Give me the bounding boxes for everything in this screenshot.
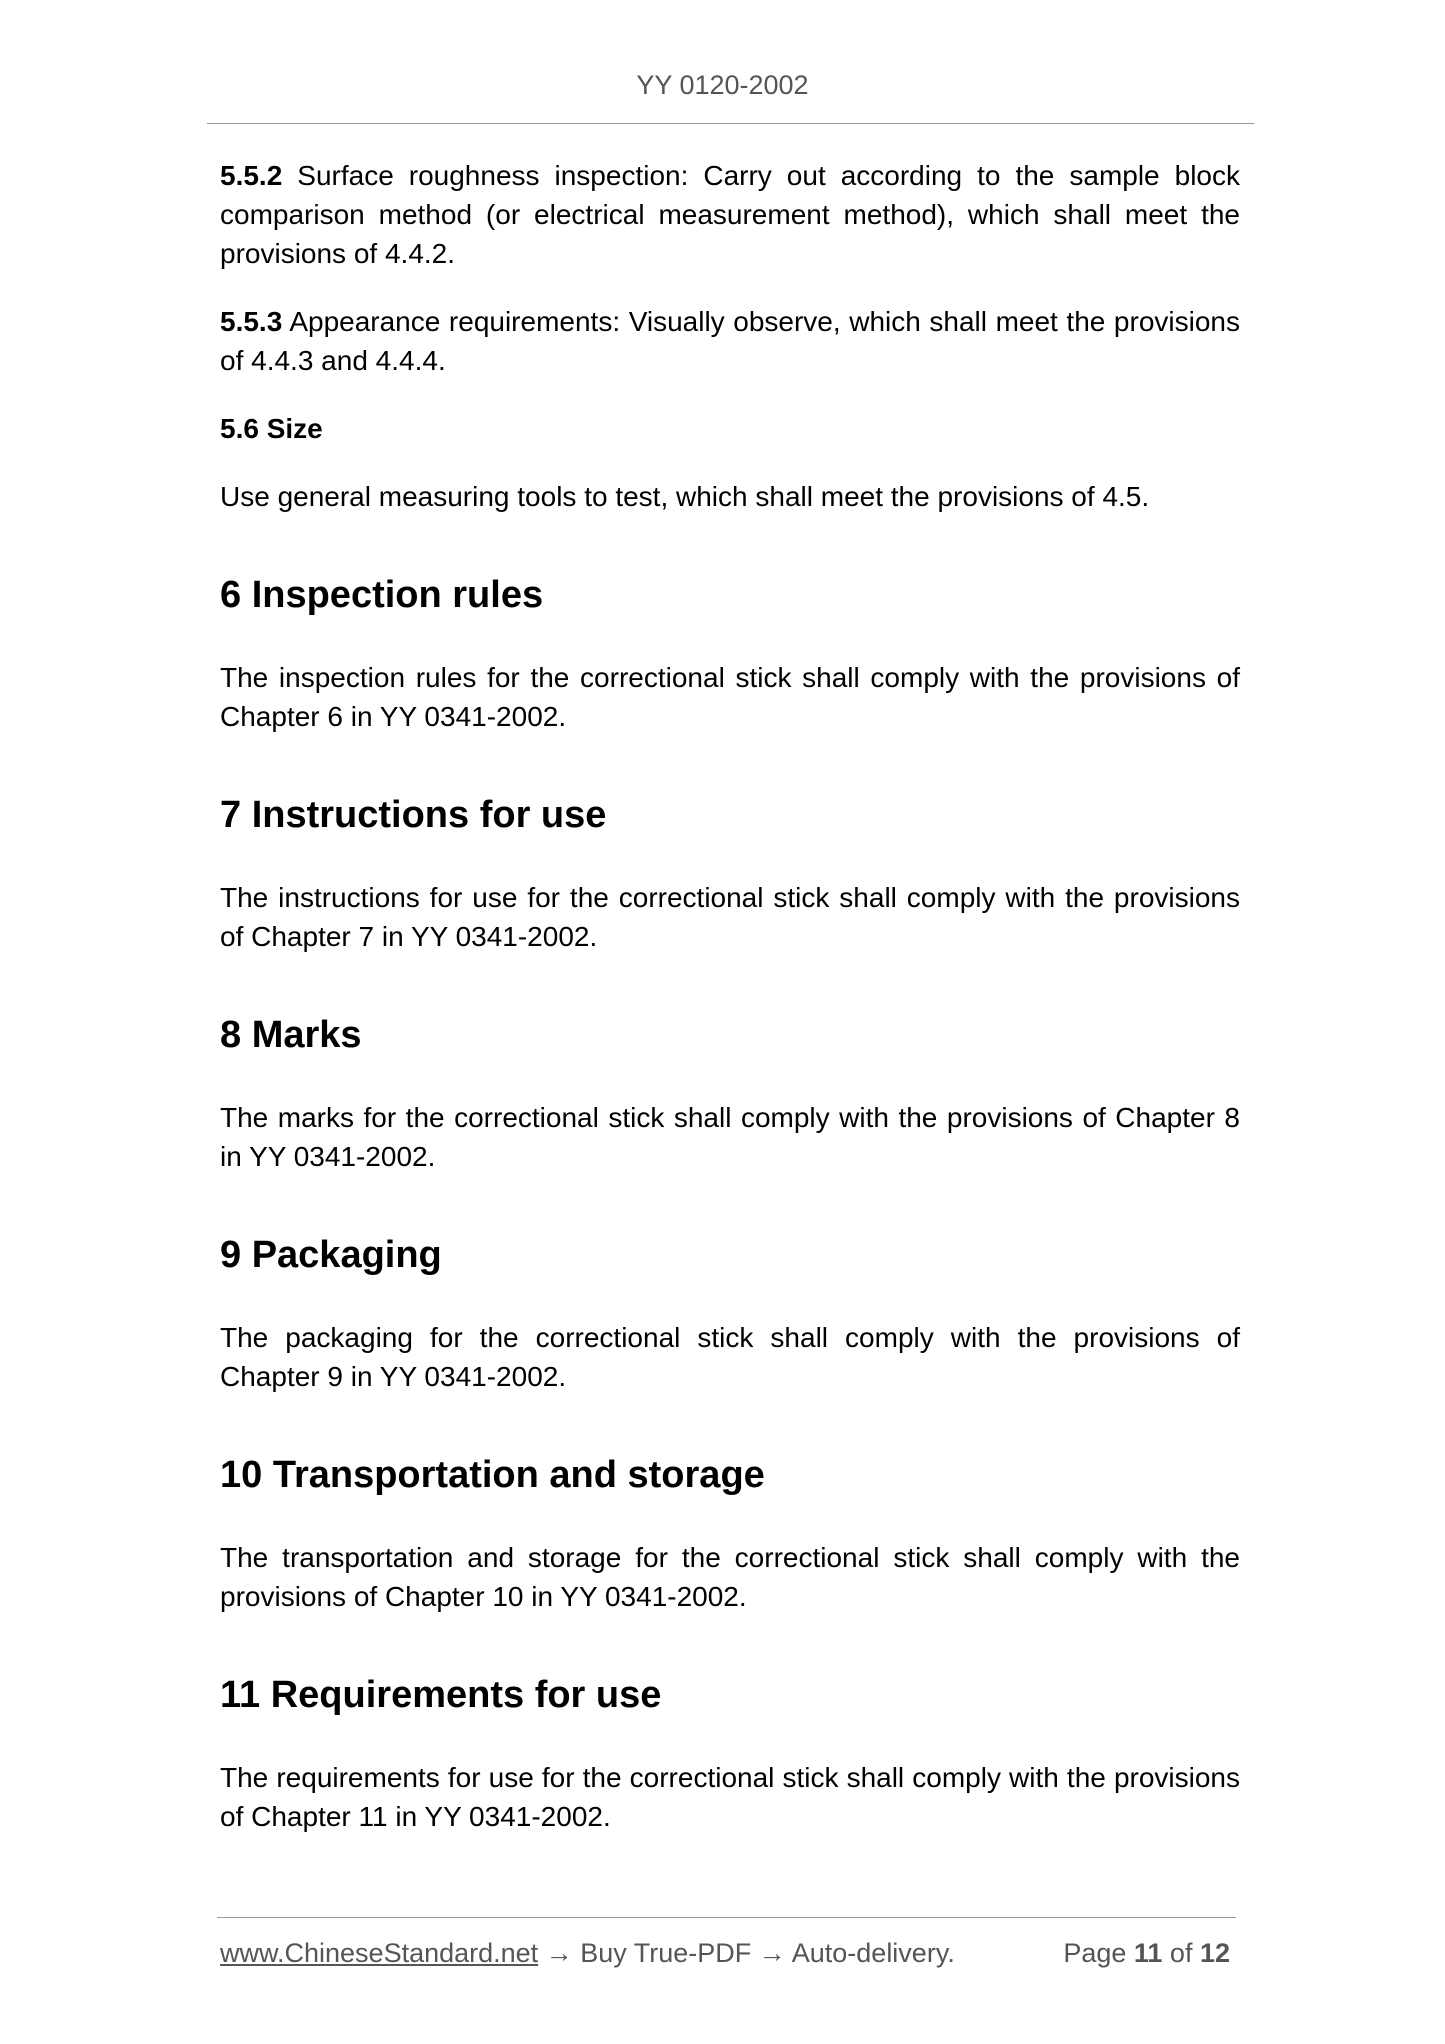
- document-body: [220, 156, 1240, 1836]
- website-link[interactable]: www.ChineseStandard.net: [220, 1938, 539, 1968]
- heading-8: 8 Marks: [220, 1014, 362, 1056]
- paragraph-5-5-3: [220, 302, 1240, 380]
- paragraph-10: The transportation and storage for the correctional stick shall comply with the provisions of Chapter 10 in YY 0341-2002.: [220, 1542, 1240, 1612]
- heading-9: 9 Packaging: [220, 1234, 442, 1276]
- clause-text-5-5-3: Appearance requirements: Visually observe, which shall meet the provisions of 4.4.3 and 4.4.4.: [220, 306, 1240, 376]
- paragraph-5-5-2: [220, 156, 1240, 273]
- clause-number-5-5-2: 5.5.2: [220, 160, 283, 191]
- paragraph-8: The marks for the correctional stick shall comply with the provisions of Chapter 8 in YY 0341-2002.: [220, 1102, 1240, 1172]
- paragraph-9: The packaging for the correctional stick shall comply with the provisions of Chapter 9 in YY 0341-2002.: [220, 1322, 1240, 1392]
- page-total: 12: [1199, 1938, 1230, 1968]
- header-divider: [207, 123, 1254, 124]
- page-label: Page: [1063, 1938, 1134, 1968]
- page-header-doc-id: YY 0120-2002: [636, 70, 809, 100]
- heading-10: 10 Transportation and storage: [220, 1454, 765, 1496]
- heading-6: 6 Inspection rules: [220, 574, 544, 616]
- clause-text-5-5-2: Surface roughness inspection: Carry out according to the sample block comparison method (or electrical measurement method), which shall meet the provisions of 4.4.2.: [220, 160, 1240, 269]
- clause-number-5-5-3: 5.5.3: [220, 306, 283, 337]
- page-number: [1063, 1935, 1230, 1971]
- paragraph-6: The inspection rules for the correctional stick shall comply with the provisions of Chapter 6 in YY 0341-2002.: [220, 662, 1240, 732]
- footer-divider: [217, 1917, 1236, 1918]
- footer-promo-text: → Buy True-PDF → Auto-delivery.: [538, 1938, 955, 1968]
- paragraph-11: The requirements for use for the correctional stick shall comply with the provisions of Chapter 11 in YY 0341-2002.: [220, 1762, 1240, 1832]
- subheading-5-6: 5.6 Size: [220, 413, 323, 444]
- heading-7: 7 Instructions for use: [220, 794, 607, 836]
- heading-11: 11 Requirements for use: [220, 1674, 662, 1716]
- paragraph-7: The instructions for use for the correctional stick shall comply with the provisions of Chapter 7 in YY 0341-2002.: [220, 882, 1240, 952]
- footer-left: [220, 1935, 955, 1971]
- of-label: of: [1162, 1938, 1200, 1968]
- page-current: 11: [1133, 1938, 1163, 1968]
- paragraph-5-6: Use general measuring tools to test, which shall meet the provisions of 4.5.: [220, 481, 1150, 512]
